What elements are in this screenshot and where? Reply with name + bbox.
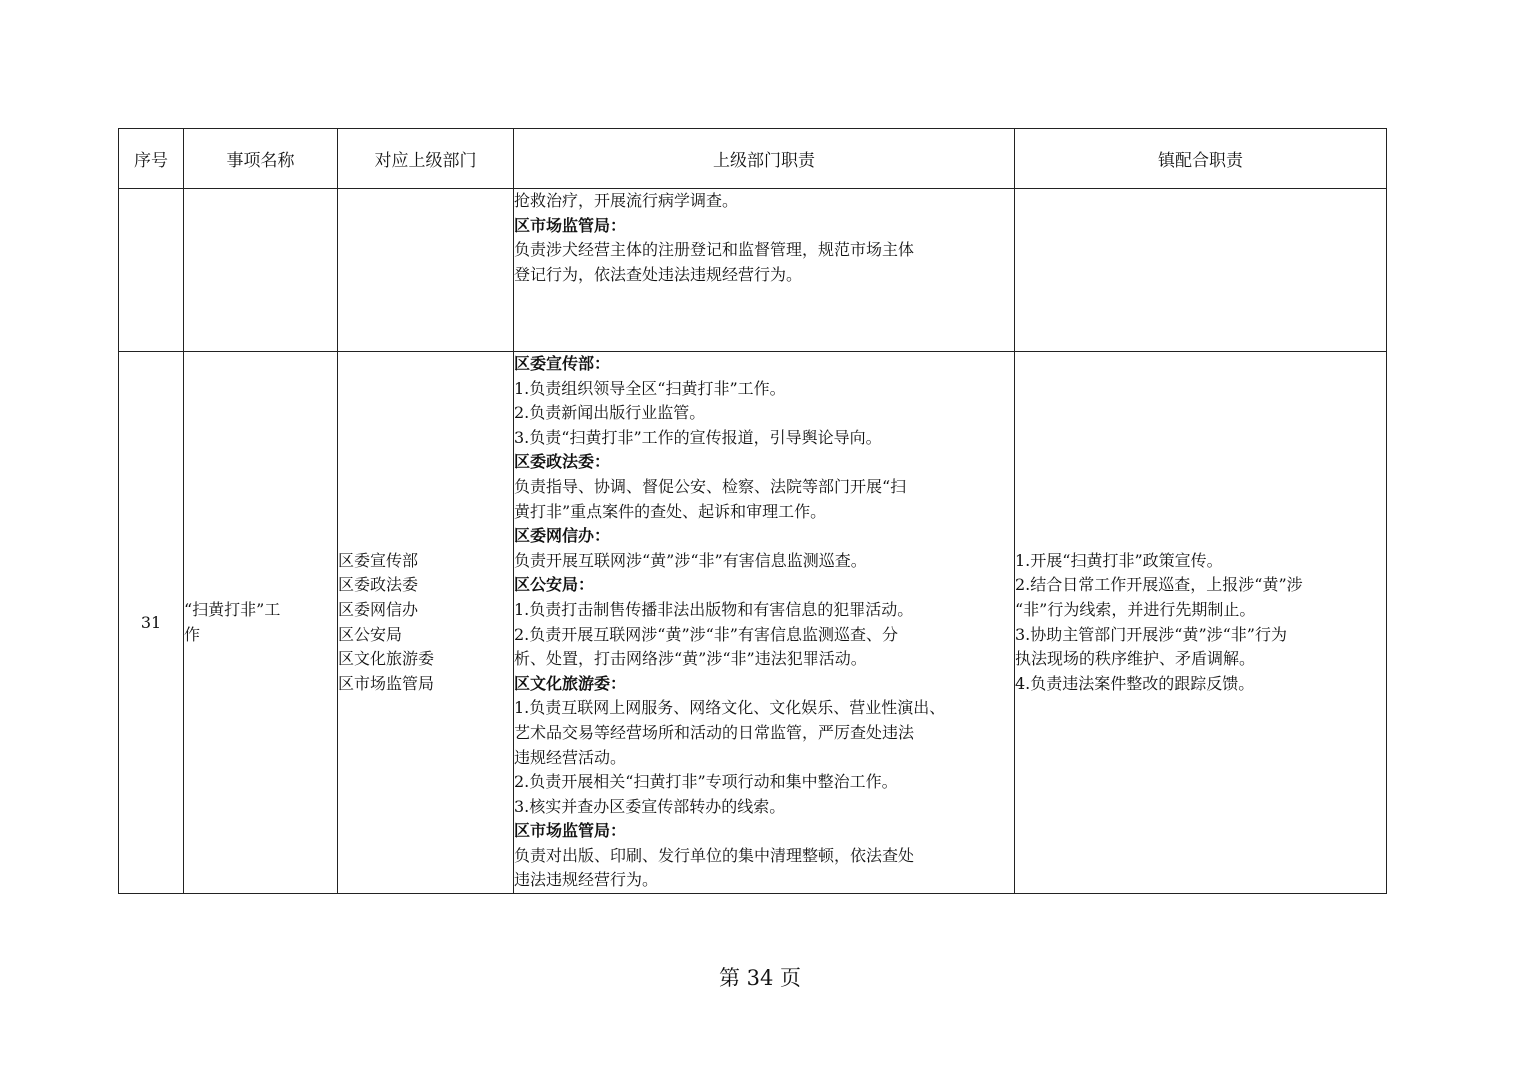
item-name-line: “扫黄打非”工 xyxy=(184,599,281,619)
dept-item: 区公安局 xyxy=(338,624,403,644)
duty-line: 3.核实并查办区委宣传部转办的线索。 xyxy=(514,796,786,816)
duty-line: 违法违规经营行为。 xyxy=(514,870,659,890)
duty-dept-heading: 区文化旅游委： xyxy=(514,673,627,693)
duty-dept-heading: 区委网信办： xyxy=(514,526,611,546)
duty-dept-heading: 区公安局： xyxy=(514,575,595,595)
header-row xyxy=(119,129,1387,189)
header-town-duty: 镇配合职责 xyxy=(1015,129,1387,189)
header-superior-duty: 上级部门职责 xyxy=(514,129,1015,189)
header-no: 序号 xyxy=(119,129,184,189)
dept-item: 区委宣传部 xyxy=(338,550,419,570)
coop-line: 2.结合日常工作开展巡查，上报涉“黄”涉 xyxy=(1015,575,1303,595)
superior-dept-list xyxy=(338,352,514,894)
duty-line: 负责对出版、印刷、发行单位的集中清理整顿，依法查处 xyxy=(514,845,915,865)
table-row-continued xyxy=(119,189,1387,352)
duty-line: 1.负责组织领导全区“扫黄打非”工作。 xyxy=(514,378,786,398)
page-number: 第 34 页 xyxy=(718,966,802,990)
coop-line: 4.负责违法案件整改的跟踪反馈。 xyxy=(1015,673,1255,693)
cell-continued-duty xyxy=(514,189,1015,352)
duty-dept-heading: 区委政法委： xyxy=(514,452,611,472)
duty-line: 1.负责互联网上网服务、网络文化、文化娱乐、营业性演出、 xyxy=(514,698,946,718)
duty-line: 3.负责“扫黄打非”工作的宣传报道，引导舆论导向。 xyxy=(514,427,882,447)
cell-coop-empty xyxy=(1015,189,1387,352)
header-superior-dept: 对应上级部门 xyxy=(338,129,514,189)
duty-line: 2.负责开展相关“扫黄打非”专项行动和集中整治工作。 xyxy=(514,772,898,792)
dept-item: 区委网信办 xyxy=(338,599,419,619)
responsibility-table xyxy=(118,128,1387,894)
cell-no-empty xyxy=(119,189,184,352)
duty-line: 1.负责打击制售传播非法出版物和有害信息的犯罪活动。 xyxy=(514,599,914,619)
duty-line: 黄打非”重点案件的查处、起诉和审理工作。 xyxy=(514,501,827,521)
header-item-name: 事项名称 xyxy=(184,129,338,189)
coop-line: 1.开展“扫黄打非”政策宣传。 xyxy=(1015,550,1223,570)
superior-duty-text xyxy=(514,352,1015,894)
duty-dept-heading: 区市场监管局： xyxy=(514,821,627,841)
duty-dept-heading: 区市场监管局： xyxy=(514,215,627,235)
cell-name-empty xyxy=(184,189,338,352)
duty-line: 负责指导、协调、督促公安、检察、法院等部门开展“扫 xyxy=(514,476,907,496)
duty-line: 艺术品交易等经营场所和活动的日常监管，严厉查处违法 xyxy=(514,722,915,742)
dept-item: 区委政法委 xyxy=(338,575,419,595)
item-name xyxy=(184,352,338,894)
row-number: 31 xyxy=(119,352,184,894)
item-name-line: 作 xyxy=(184,624,201,644)
cell-dept-empty xyxy=(338,189,514,352)
duty-line: 抢救治疗，开展流行病学调查。 xyxy=(514,191,739,210)
duty-line: 负责涉犬经营主体的注册登记和监督管理，规范市场主体 xyxy=(514,240,915,260)
duty-line: 违规经营活动。 xyxy=(514,747,627,767)
duty-line: 析、处置，打击网络涉“黄”涉“非”违法犯罪活动。 xyxy=(514,649,867,669)
coop-line: “非”行为线索，并进行先期制止。 xyxy=(1015,599,1256,619)
town-coop-duty-text xyxy=(1015,352,1387,894)
duty-line: 登记行为，依法查处违法违规经营行为。 xyxy=(514,264,803,284)
table-row-31 xyxy=(119,352,1387,894)
coop-line: 执法现场的秩序维护、矛盾调解。 xyxy=(1015,649,1256,669)
coop-line: 3.协助主管部门开展涉“黄”涉“非”行为 xyxy=(1015,624,1287,644)
dept-item: 区文化旅游委 xyxy=(338,649,435,669)
duty-line: 2.负责开展互联网涉“黄”涉“非”有害信息监测巡查、分 xyxy=(514,624,898,644)
duty-dept-heading: 区委宣传部： xyxy=(514,354,611,373)
duty-line: 2.负责新闻出版行业监管。 xyxy=(514,403,706,423)
dept-item: 区市场监管局 xyxy=(338,673,435,693)
duty-line: 负责开展互联网涉“黄”涉“非”有害信息监测巡查。 xyxy=(514,550,867,570)
